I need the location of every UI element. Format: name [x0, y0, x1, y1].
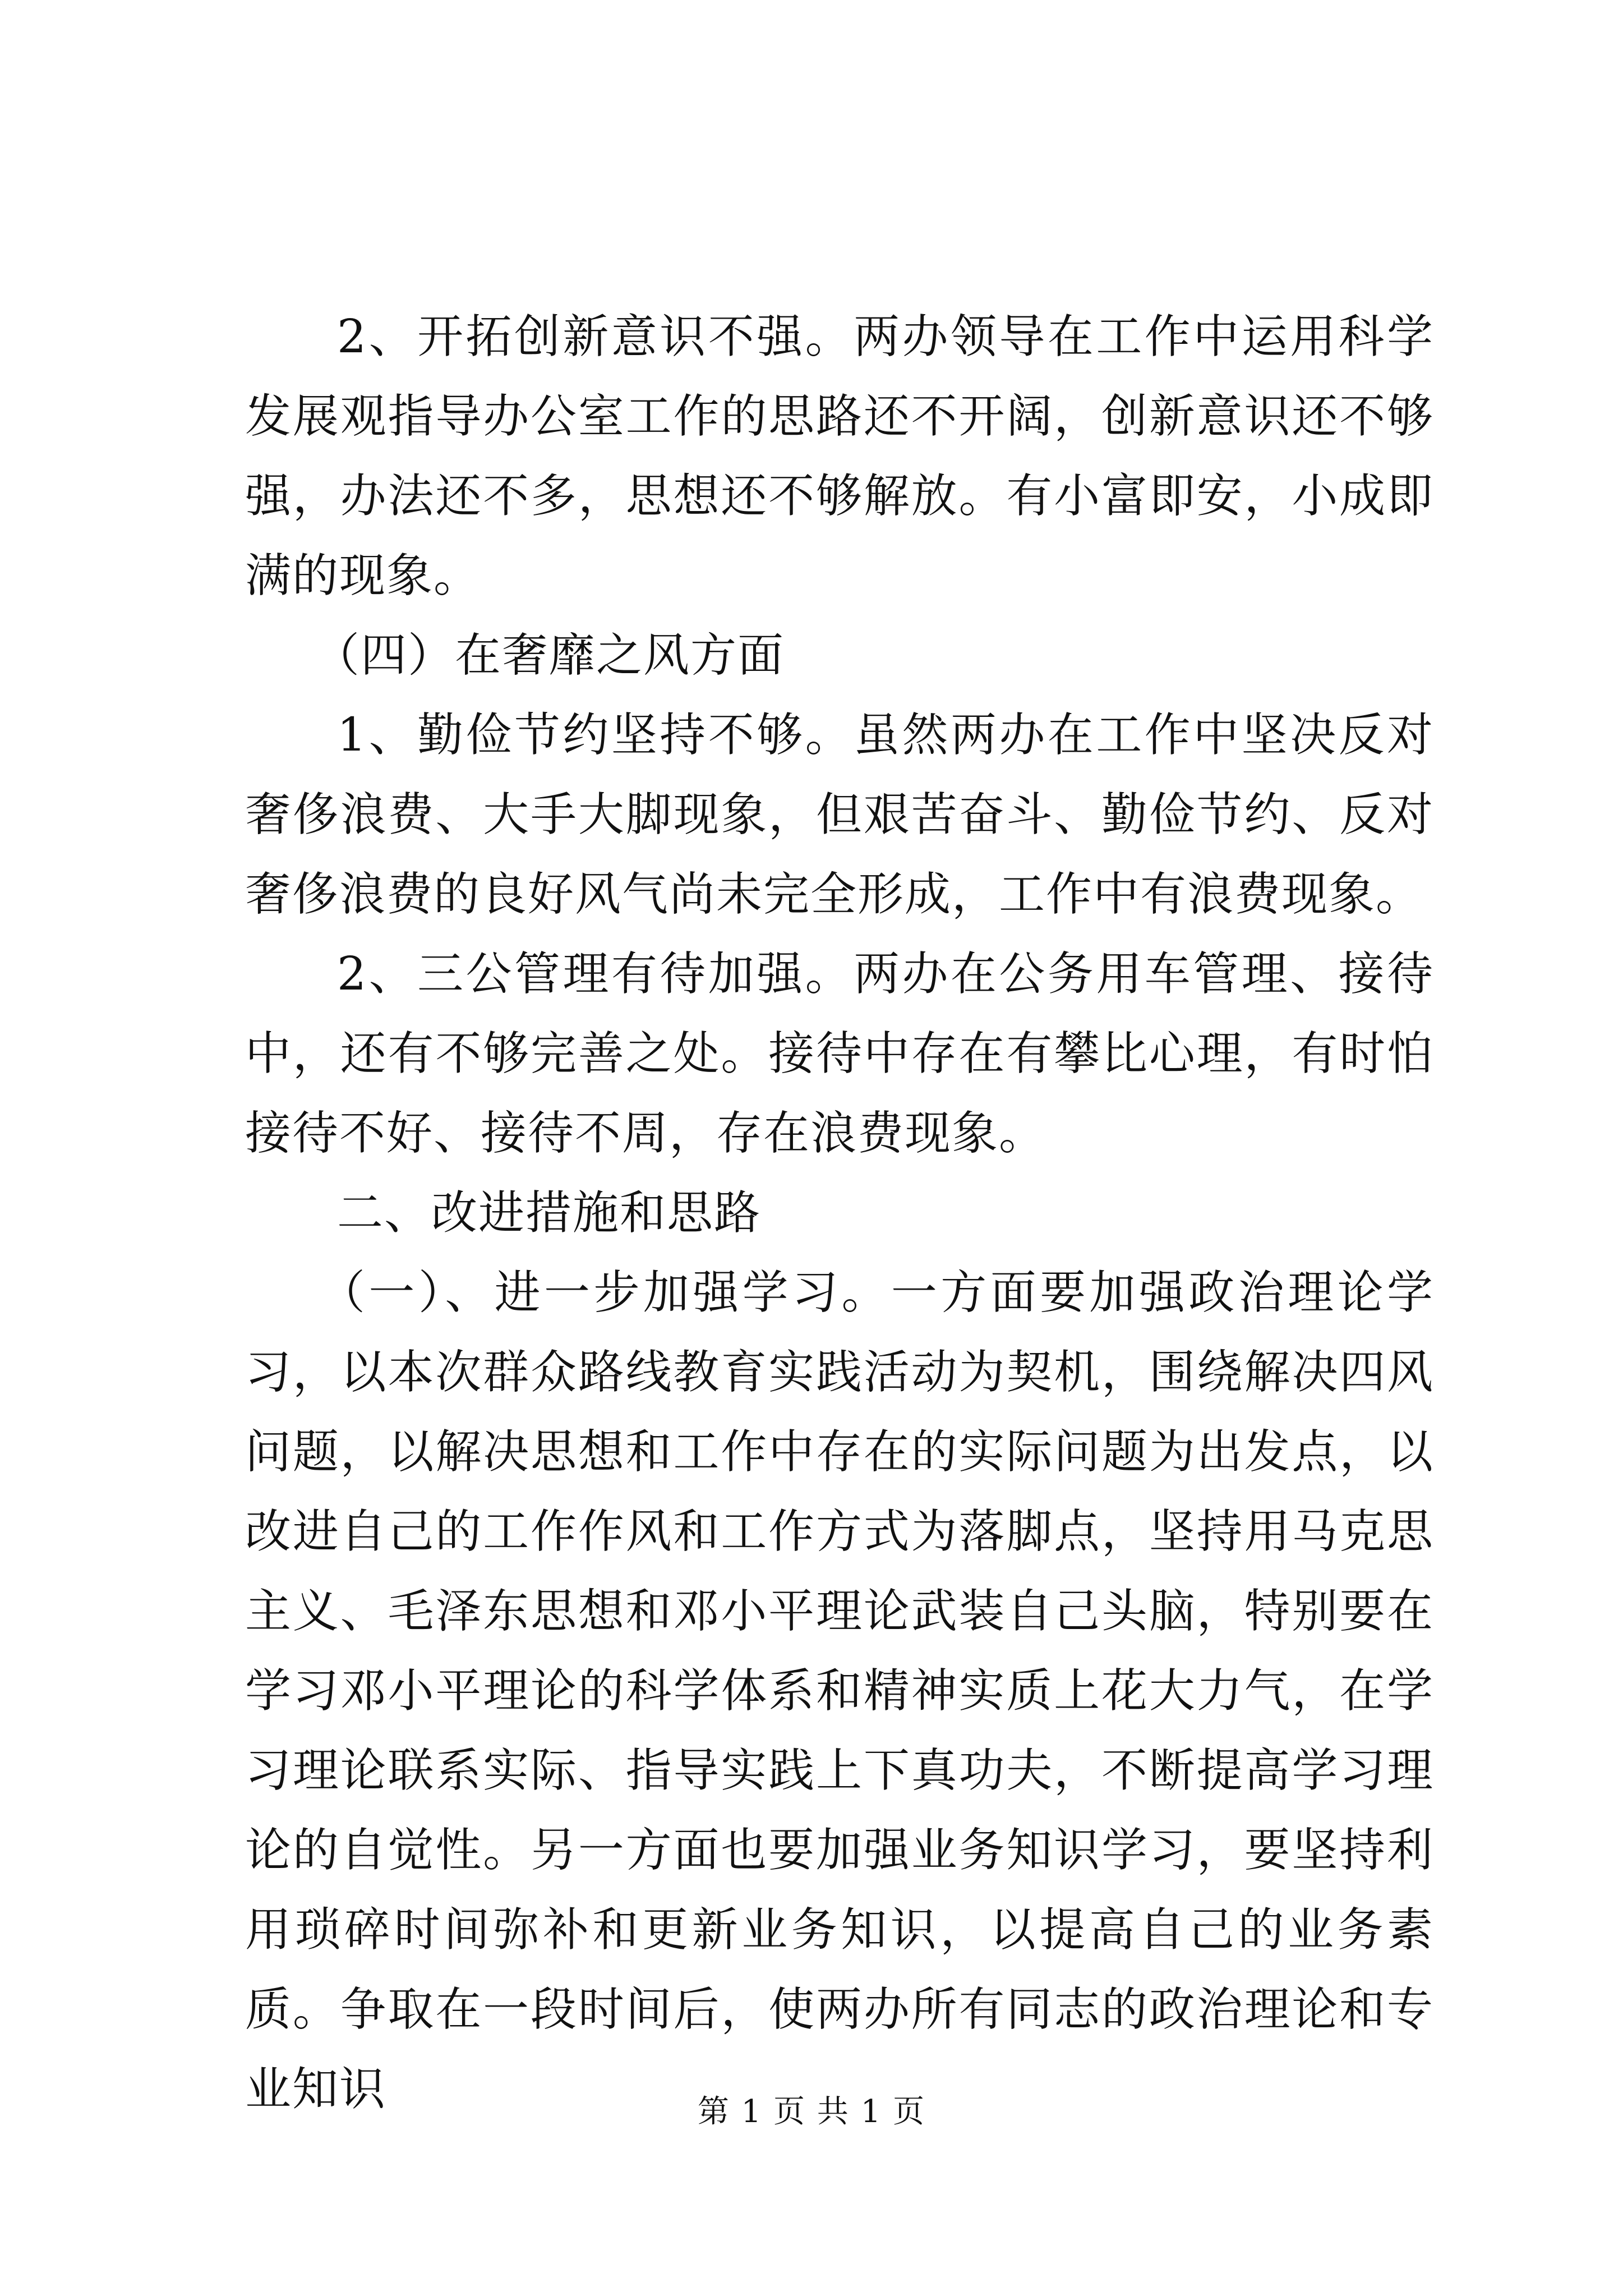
document-body	[245, 297, 1434, 2129]
paragraph-frugality: 1、勤俭节约坚持不够。虽然两办在工作中坚决反对奢侈浪费、大手大脚现象，但艰苦奋斗、勤俭节约、反对奢侈浪费的良好风气尚未完全形成，工作中有浪费现象。	[245, 708, 1434, 921]
paragraph-three-public-expenses: 2、三公管理有待加强。两办在公务用车管理、接待中，还有不够完善之处。接待中存在有攀比心理，有时怕接待不好、接待不周，存在浪费现象。	[245, 947, 1434, 1160]
page-footer: 第 1 页 共 1 页	[697, 2093, 926, 2130]
paragraph-innovation: 2、开拓创新意识不强。两办领导在工作中运用科学发展观指导办公室工作的思路还不开阔，创新意识还不够强，办法还不多，思想还不够解放。有小富即安，小成即满的现象。	[245, 310, 1434, 602]
section-heading-extravagance: （四）在奢靡之风方面	[313, 629, 785, 682]
paragraph-strengthen-study: （一）、进一步加强学习。一方面要加强政治理论学习，以本次群众路线教育实践活动为契机，围绕解决四风问题，以解决思想和工作中存在的实际问题为出发点，以改进自己的工作作风和工作方式为落脚点，坚持用马克思主义、毛泽东思想和邓小平理论武装自己头脑，特别要在学习邓小平理论的科学体系和精神实质上花大力气，在学习理论联系实际、指导实践上下真功夫，不断提高学习理论的自觉性。另一方面也要加强业务知识学习，要坚持利用琐碎时间弥补和更新业务知识，以提高自己的业务素质。争取在一段时间后，使两办所有同志的政治理论和专业知识	[245, 1266, 1434, 2116]
section-heading-improvements: 二、改进措施和思路	[337, 1186, 762, 1240]
